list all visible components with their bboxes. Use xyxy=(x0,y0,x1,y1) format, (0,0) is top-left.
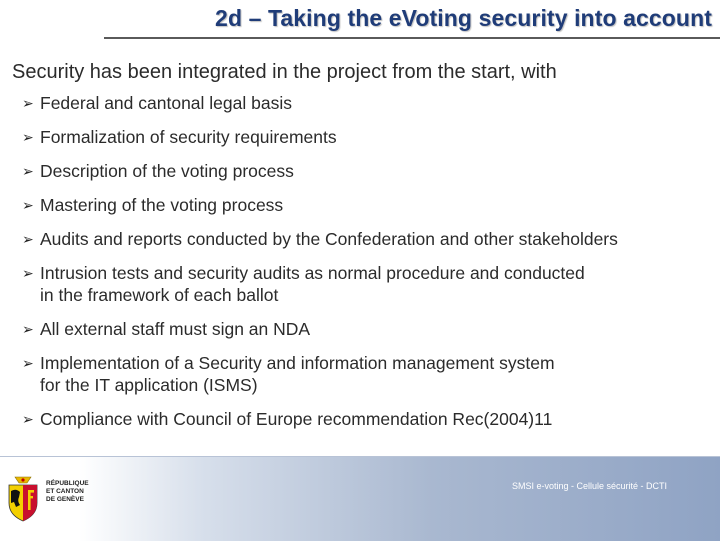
bullet-text: Compliance with Council of Europe recommendation Rec(2004)11 xyxy=(40,409,553,429)
arrow-bullet-icon: ➢ xyxy=(22,231,34,247)
bullet-text: Federal and cantonal legal basis xyxy=(40,93,292,113)
arrow-bullet-icon: ➢ xyxy=(22,129,34,145)
arrow-bullet-icon: ➢ xyxy=(22,265,34,281)
bullet-text: All external staff must sign an NDA xyxy=(40,319,311,339)
slide-title: 2d – Taking the eVoting security into account xyxy=(215,5,712,31)
arrow-bullet-icon: ➢ xyxy=(22,197,34,213)
geneva-logo xyxy=(6,471,89,533)
bullet-item xyxy=(22,92,712,114)
bullet-text: Description of the voting process xyxy=(40,161,294,181)
bullet-item xyxy=(22,194,712,216)
bullet-item xyxy=(22,126,712,148)
arrow-bullet-icon: ➢ xyxy=(22,321,34,337)
bullet-item xyxy=(22,160,712,182)
bullet-text: Implementation of a Security and information management system for the IT application (ISMS) xyxy=(40,353,555,395)
bullet-text: Audits and reports conducted by the Confederation and other stakeholders xyxy=(40,229,618,249)
arrow-bullet-icon: ➢ xyxy=(22,411,34,427)
arrow-bullet-icon: ➢ xyxy=(22,95,34,111)
logo-line: DE GENÈVE xyxy=(46,496,84,503)
logo-line: ET CANTON xyxy=(46,488,84,495)
arrow-bullet-icon: ➢ xyxy=(22,163,34,179)
footer-caption: SMSI e-voting - Cellule sécurité - DCTI xyxy=(512,481,668,491)
bullet-item xyxy=(22,318,712,340)
intro-text: Security has been integrated in the project from the start, with xyxy=(12,61,557,83)
slide-footer xyxy=(0,456,720,541)
bullet-item xyxy=(22,228,712,250)
geneva-coat-of-arms-icon xyxy=(6,475,40,523)
bullet-item xyxy=(22,262,712,306)
title-underline xyxy=(104,37,720,39)
logo-line: RÉPUBLIQUE xyxy=(46,480,89,487)
logo-wordmark xyxy=(46,480,90,504)
bullet-text: Intrusion tests and security audits as normal procedure and conducted in the framework of each ballot xyxy=(40,263,585,305)
bullet-text: Formalization of security requirements xyxy=(40,127,337,147)
bullet-item xyxy=(22,408,712,430)
bullet-list xyxy=(22,92,712,430)
bullet-text: Mastering of the voting process xyxy=(40,195,284,215)
bullet-item xyxy=(22,352,712,396)
arrow-bullet-icon: ➢ xyxy=(22,355,34,371)
